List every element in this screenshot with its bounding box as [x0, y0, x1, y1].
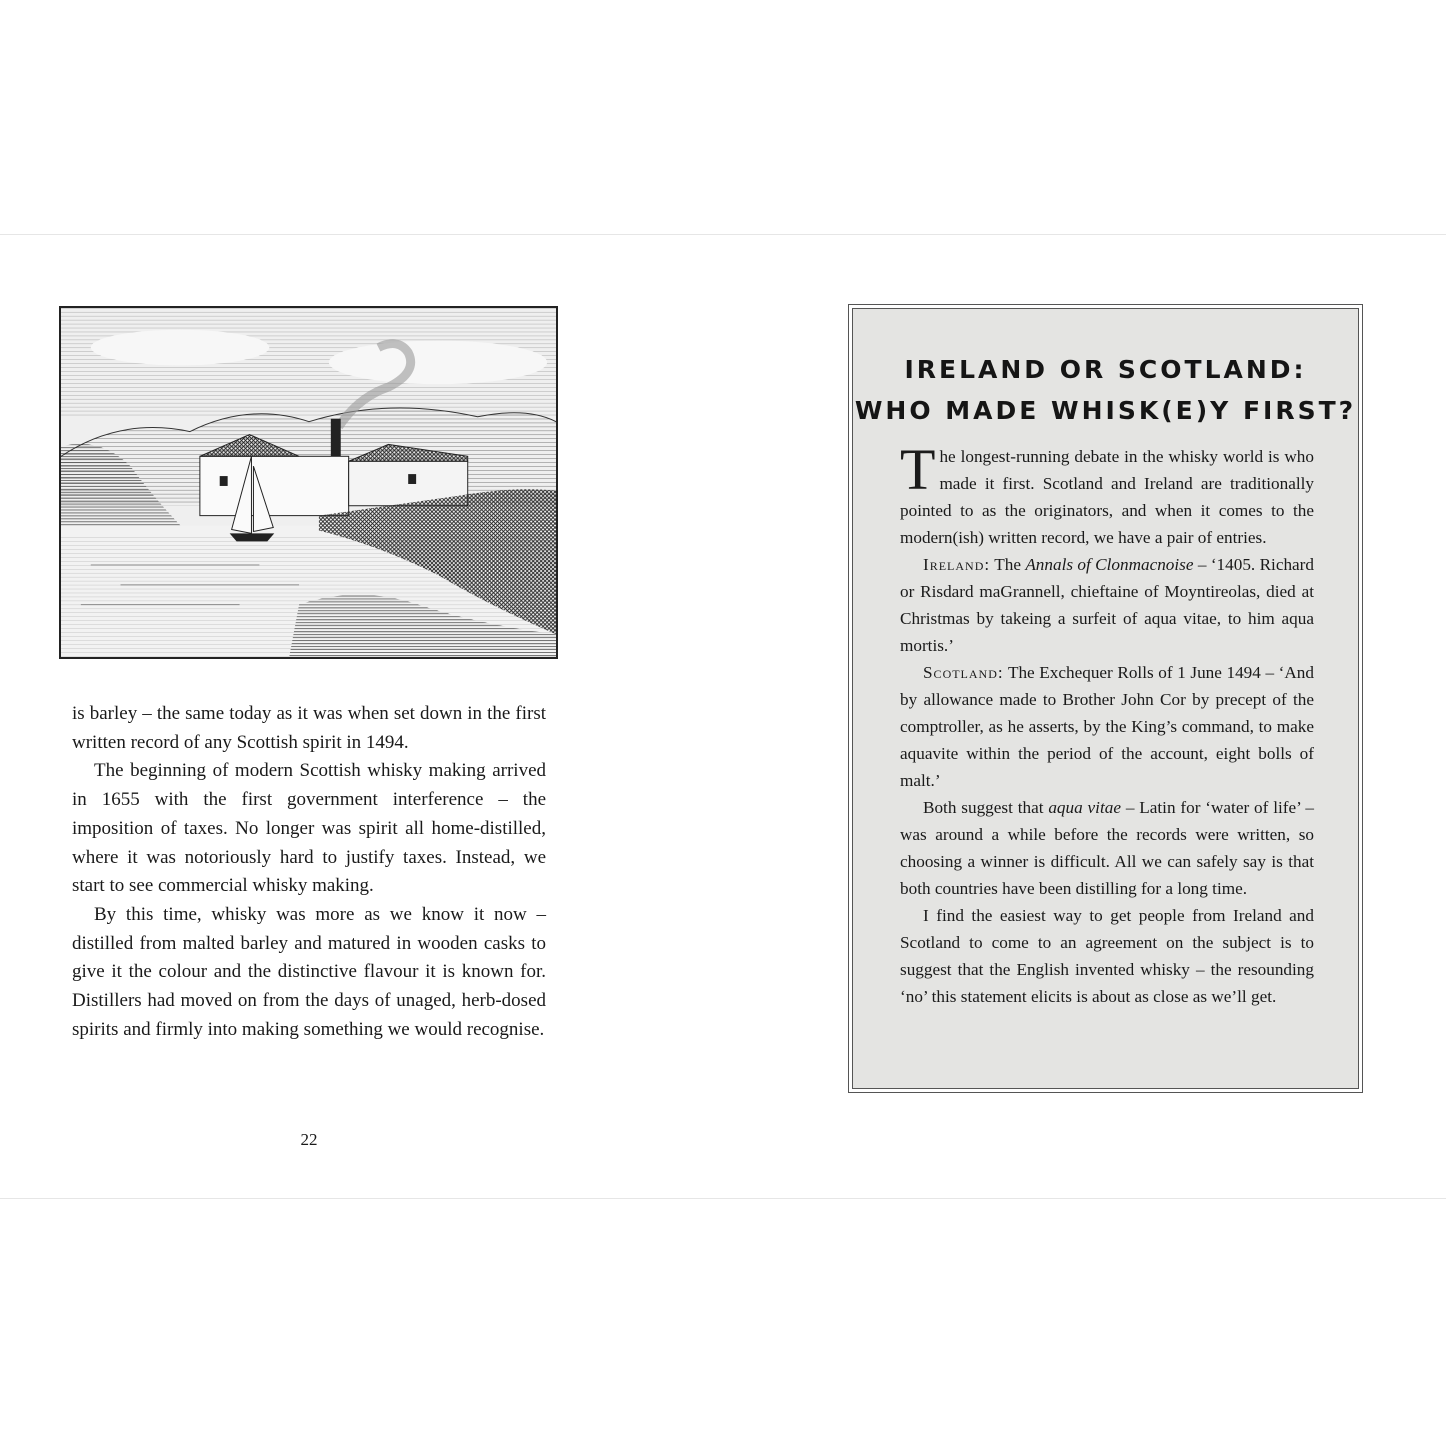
drop-cap: T [900, 437, 936, 502]
left-paragraph-2: The beginning of modern Scottish whisky making arrived in 1655 with the first government interference – the imposition of taxes. No longer was spirit all home-distilled, where it was notoriously hard to justify taxes. Instead, we start to see commercial whisky making. [72, 760, 546, 897]
sidebar-scotland-paragraph [900, 659, 1314, 794]
left-paragraph-1: is barley – the same today as it was when set down in the first written record of any Scottish spirit in 1494. [72, 703, 546, 753]
engraving-distillery-icon [61, 308, 556, 657]
page-edge-bottom [0, 1198, 1446, 1199]
sidebar-inner-frame [852, 308, 1359, 1089]
sidebar-closing-paragraph: I find the easiest way to get people from Ireland and Scotland to come to an agreement on the subject is to suggest that the English invented whisky – the resounding ‘no’ this statement elicits is about as close as we’ll get. [900, 906, 1314, 1006]
sidebar-body-text [900, 437, 1315, 1010]
scotland-text: The Exchequer Rolls of 1 June 1494 – ‘And by allowance made to Brother John Cor by precept of the comptroller, as he asserts, by the King’s command, to make aquavite within the period of the account, eight bolls of malt.’ [900, 663, 1314, 790]
ireland-label: Ireland: [923, 555, 991, 574]
scotland-label: Scotland: [923, 663, 1004, 682]
sidebar-intro-text: he longest-running debate in the whisky world is who made it first. Scotland and Ireland are traditionally pointed to as the originators, and when it comes to the modern(ish) written record, we have a pair of entries. [900, 447, 1314, 547]
page-edge-top [0, 234, 1446, 235]
ireland-text: – ‘1405. Richard or Risdard maGrannell, chieftaine of Moyntireolas, died at Christmas by takeing a surfeit of aqua vitae, to him aqua mortis.’ [900, 555, 1314, 655]
both-text: – Latin for ‘water of life’ – was around a while before the records were written, so choosing a winner is difficult. All we can safely say is that both countries have been distilling for a long time. [900, 798, 1315, 898]
sidebar-title-line-1: IRELAND OR SCOTLAND: [904, 355, 1307, 384]
left-paragraph-3: By this time, whisky was more as we know it now – distilled from malted barley and matured in wooden casks to give it the colour and the distinctive flavour it is known for. Distillers had moved on from the days of unaged, herb-dosed spirits and firmly into making something we would recognise. [72, 903, 546, 1040]
sidebar-ireland-paragraph [900, 551, 1314, 659]
sidebar-both-paragraph [900, 794, 1314, 902]
sidebar-title-line-2: WHO MADE WHISK(E)Y FIRST? [854, 396, 1357, 425]
sidebar-title [853, 349, 1358, 431]
sidebar-box [848, 304, 1363, 1093]
ireland-source-title: Annals of Clonmacnoise [1025, 555, 1194, 574]
distillery-illustration [59, 306, 558, 659]
both-pre: Both suggest that [923, 798, 1049, 817]
ireland-pre: The [990, 555, 1026, 574]
aqua-vitae-term: aqua vitae [1048, 798, 1121, 817]
sidebar-intro-paragraph [900, 437, 1314, 551]
left-body-text [72, 700, 546, 1044]
page-number: 22 [300, 1130, 318, 1149]
